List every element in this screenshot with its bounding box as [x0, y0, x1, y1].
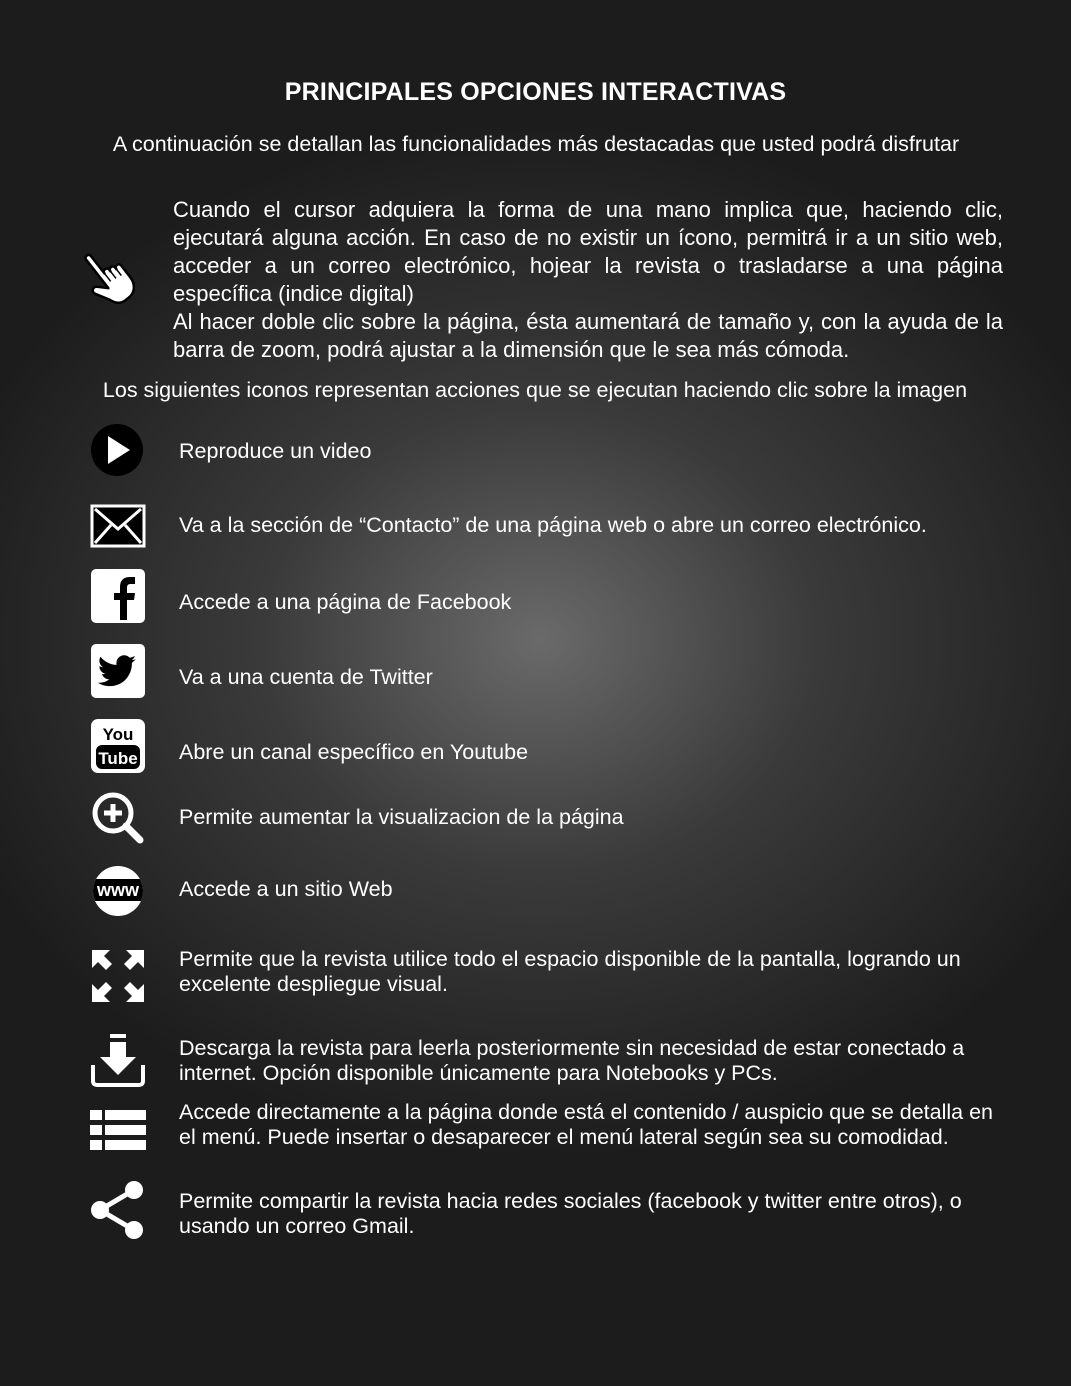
- page-subtitle: A continuación se detallan las funcionalidades más destacadas que usted podrá disfrutar: [112, 132, 960, 156]
- play-icon: [90, 422, 146, 478]
- list-item-text: Accede a una página de Facebook: [179, 590, 512, 614]
- youtube-icon-text-bottom: Tube: [98, 749, 138, 768]
- list-item-text: Accede directamente a la página donde está el contenido / auspicio que se detalla en el menú. Puede insertar o desaparecer el menú lateral según sea su comodidad.: [179, 1100, 993, 1149]
- twitter-icon: [90, 643, 146, 699]
- menu-icon: [90, 1110, 146, 1166]
- list-item-text: Va a una cuenta de Twitter: [179, 665, 433, 689]
- list-item-text: Abre un canal específico en Youtube: [179, 740, 529, 764]
- list-item-text: Permite que la revista utilice todo el espacio disponible de la pantalla, logrando un excelente despliegue visual.: [179, 947, 961, 996]
- list-item-text: Descarga la revista para leerla posteriormente sin necesidad de estar conectado a internet. Opción disponible únicamente para Notebooks y PCs.: [179, 1036, 965, 1085]
- youtube-icon-text-top: You: [102, 725, 134, 744]
- intro-paragraph-2: Al hacer doble clic sobre la página, ésta aumentará de tamaño y, con la ayuda de la barra de zoom, podrá ajustar a la dimensión que le sea más cómoda.: [173, 309, 1003, 362]
- icons-lead-text: Los siguientes iconos representan acciones que se ejecutan haciendo clic sobre la imagen: [102, 378, 968, 402]
- download-icon: [90, 1033, 146, 1089]
- list-item-text: Va a la sección de “Contacto” de una página web o abre un correo electrónico.: [179, 513, 927, 537]
- facebook-icon: [90, 568, 146, 624]
- intro-paragraph-1: Cuando el cursor adquiera la forma de una mano implica que, haciendo clic, ejecutará alguna acción. En caso de no existir un ícono, permitrá ir a un sitio web, acceder a un correo electrónico, hojear la revista o trasladarse a una página específica (indice digital): [173, 197, 1003, 306]
- youtube-icon: [90, 718, 146, 774]
- zoom-in-icon: [90, 790, 146, 846]
- share-icon: [90, 1180, 146, 1236]
- hand-cursor-icon: [76, 232, 160, 304]
- page-title: PRINCIPALES OPCIONES INTERACTIVAS: [284, 78, 787, 106]
- www-icon-text: www: [96, 880, 140, 900]
- list-item-text: Accede a un sitio Web: [179, 877, 393, 901]
- intro-text: [173, 196, 1003, 364]
- list-item-text: Permite compartir la revista hacia redes sociales (facebook y twitter entre otros), o usando un correo Gmail.: [179, 1189, 962, 1238]
- list-item-text: Permite aumentar la visualizacion de la página: [179, 805, 624, 829]
- mail-icon: [90, 503, 146, 559]
- www-icon: [90, 865, 146, 921]
- fullscreen-icon: [90, 948, 146, 1004]
- list-item-text: Reproduce un video: [179, 439, 372, 463]
